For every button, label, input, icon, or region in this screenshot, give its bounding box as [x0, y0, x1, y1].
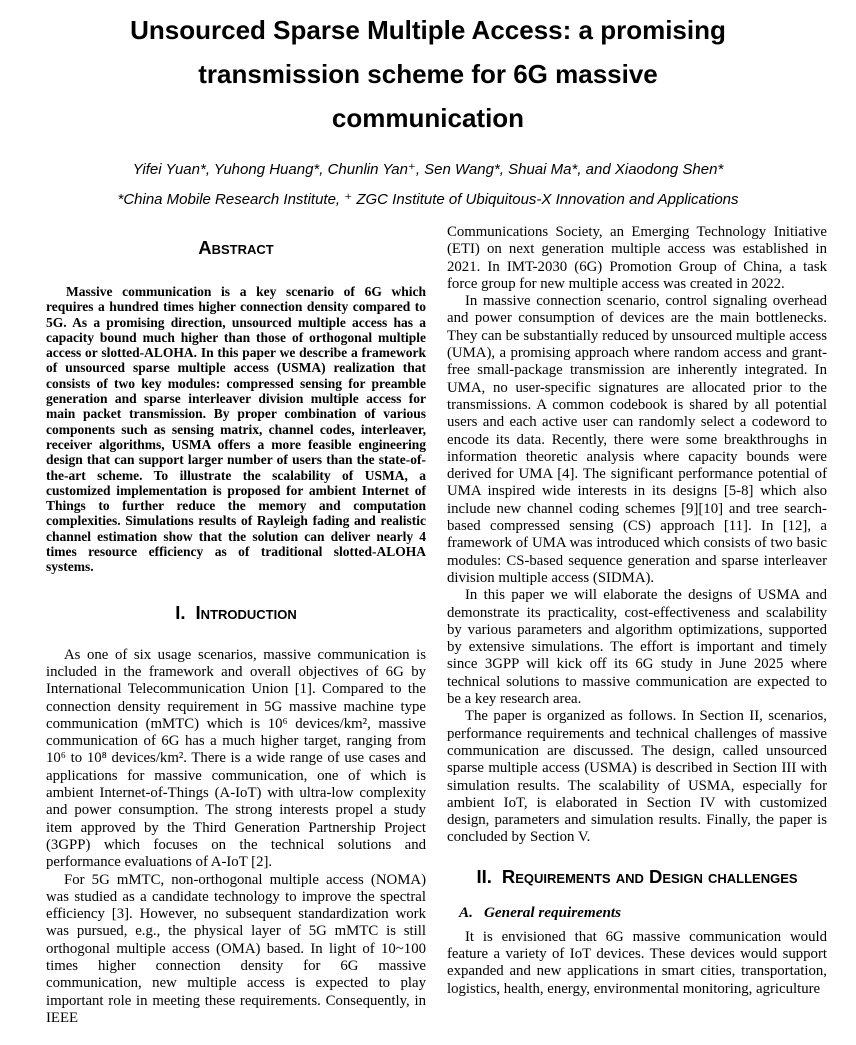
paper-header — [0, 0, 856, 210]
subsection-a-label: A. — [459, 903, 473, 921]
abstract-heading — [46, 236, 426, 260]
section-2-heading — [447, 865, 827, 889]
two-column-body — [0, 210, 856, 1027]
paper-title-line-3: communication — [331, 103, 525, 133]
right-column — [447, 224, 827, 998]
abstract-heading-text: Abstract — [198, 237, 274, 258]
right-column-paragraph-2: In massive connection scenario, control signaling overhead and power consumption of devices are the main bottlenecks. They can be substantially reduced by unsourced multiple access (UMA), a promising approach where random access and grant-free small-package transmission are inherently integrated. In UMA, no user-specific signatures are allocated prior to the transmissions. A common codebook is shared by all potential users and each active user can randomly select a codeword to encode its data. Recently, there were some breakthroughs in information theoretic analysis where capacity bounds were derived for UMA [4]. The significant performance potential of UMA inspired wide interests in its designs [5-8] which also include new channel coding schemes [9][10] and tree search-based compressed sensing (CS) approach [11]. In [12], a framework of UMA was introduced which consists of two basic modules: CS-based sequence generation and sparse interleaver division multiple access (SIDMA). — [447, 293, 827, 586]
introduction-paragraph-2: For 5G mMTC, non-orthogonal multiple access (NOMA) was studied as a candidate technology to improve the spectral efficiency [3]. However, no subsequent standardization work was pursued, e.g., the physical layer of 5G mMTC is still orthogonal multiple access (OMA) based. In light of 10~100 times higher connection density for 6G massive communication, new multiple access is expected to play important role in meeting these requirements. Consequently, in IEEE — [46, 871, 426, 1026]
introduction-paragraph-1: As one of six usage scenarios, massive communication is included in the framework and overall objectives of 6G by International Telecommunication Union [1]. Compared to the connection density requirement in 5G massive machine type communication (mMTC) which is 10⁶ devices/km², massive communication of 6G has a much higher target, ranging from 10⁶ to 10⁸ devices/km². There is a wide range of use cases and applications for massive communication, one of which is ambient Internet-of-Things (A-IoT) with ultra-low complexity and power consumption. The strong interests propel a study item approved by the Third Generation Partnership Project (3GPP) which focuses on the technical solutions and performance evaluations of A-IoT [2]. — [46, 646, 426, 871]
section-1-number: I. — [175, 601, 186, 623]
paper-title-line-2: transmission scheme for 6G massive — [198, 59, 658, 89]
subsection-a-title: General requirements — [483, 903, 622, 921]
paper-title — [0, 8, 856, 140]
right-column-paragraph-3: In this paper we will elaborate the designs of USMA and demonstrate its practicality, cost-effectiveness and scalability by various parameters and algorithm optimizations, supported by extensive simulations. The effort is important and timely since 3GPP will kick off its 6G study in June 2025 where technical solutions to massive communication are expected to be a key research area. — [447, 587, 827, 708]
subsection-a-heading — [447, 903, 827, 922]
section-2-title: Requirements and Design challenges — [501, 865, 798, 887]
section-1-title: Introduction — [195, 601, 297, 623]
section-2-number: II. — [476, 865, 492, 887]
right-column-paragraph-1: Communications Society, an Emerging Technology Initiative (ETI) on next generation multiple access was established in 2021. In IMT-2030 (6G) Promotion Group of China, a task force group for new multiple access was created in 2022. — [447, 224, 827, 292]
left-column — [46, 224, 426, 1027]
section-1-heading — [46, 601, 426, 625]
paper-title-line-1: Unsourced Sparse Multiple Access: a promising — [130, 15, 726, 45]
affiliation-line: *China Mobile Research Institute, ⁺ ZGC Institute of Ubiquitous-X Innovation and Applications — [117, 191, 739, 208]
subsection-a-paragraph-1: It is envisioned that 6G massive communication would feature a variety of IoT devices. These devices would support expanded and new applications in smart cities, transportation, logistics, health, energy, environmental monitoring, agriculture — [447, 928, 827, 997]
right-column-paragraph-4: The paper is organized as follows. In Section II, scenarios, performance requirements and technical challenges of massive communication are discussed. The design, called unsourced sparse multiple access (USMA) is described in Section III with simulation results. The scalability of USMA, especially for ambient IoT, is elaborated in Section IV with customized design, parameters and simulation results. Finally, the paper is concluded by Section V. — [447, 708, 827, 846]
abstract-paragraph: Massive communication is a key scenario of 6G which requires a hundred times higher connection density compared to 5G. As a promising direction, unsourced multiple access has a capacity bound much higher than those of orthogonal multiple access or slotted-ALOHA. In this paper we describe a framework of unsourced sparse multiple access (USMA) realization that consists of two key modules: compressed sensing for preamble generation and sparse interleaver division multiple access for main packet transmission. By proper combination of various components such as sensing matrix, channel codes, interleaver, receiver algorithms, USMA offers a more feasible engineering design that can support larger number of users than the state-of-the-art scheme. To illustrate the scalability of USMA, a customized implementation is proposed for ambient Internet of Things to further reduce the memory and computation complexities. Simulations results of Rayleigh fading and realistic channel estimation show that the solution can deliver nearly 4 times resource efficiency as of traditional slotted-ALOHA systems. — [46, 284, 426, 575]
authors-line: Yifei Yuan*, Yuhong Huang*, Chunlin Yan⁺, Sen Wang*, Shuai Ma*, and Xiaodong Shen* — [132, 161, 724, 178]
